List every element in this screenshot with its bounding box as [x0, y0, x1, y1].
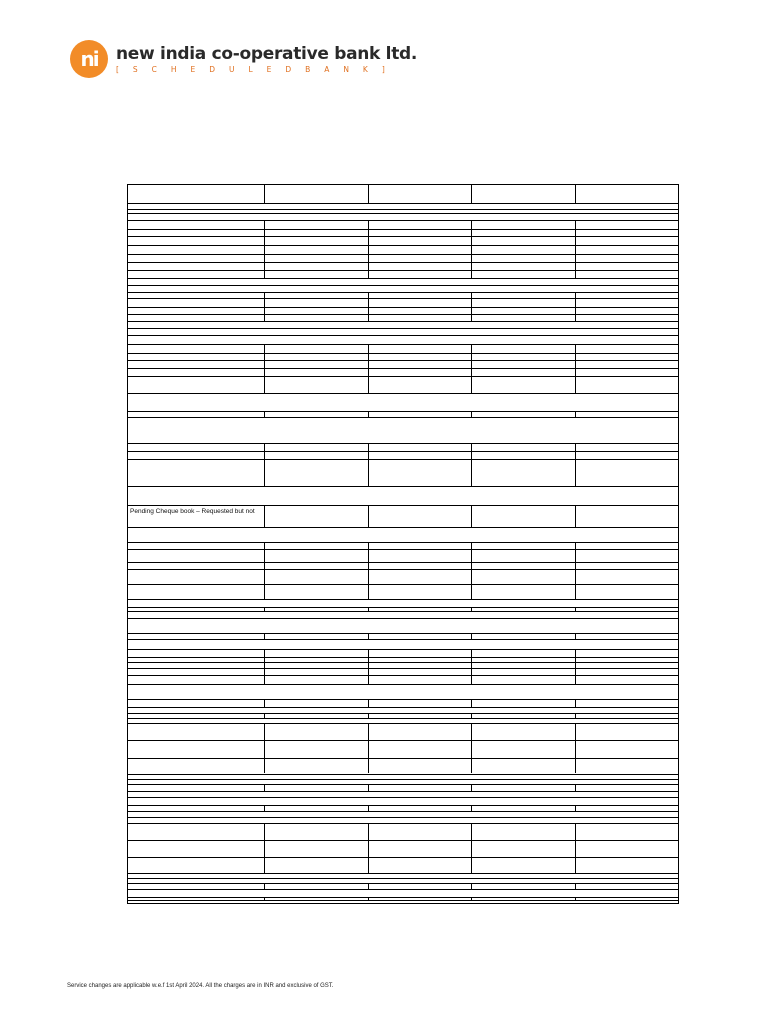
- logo-mark-icon: ni: [70, 40, 108, 78]
- table-column-line: [471, 542, 472, 599]
- service-charges-table: [127, 184, 679, 904]
- table-row-line: [128, 213, 678, 214]
- table-row-line: [128, 254, 678, 255]
- table-column-line: [575, 649, 576, 684]
- table-column-line: [575, 220, 576, 278]
- table-row-line: [128, 203, 678, 204]
- table-column-line: [575, 897, 576, 900]
- table-column-line: [575, 723, 576, 773]
- table-row-line: [128, 584, 678, 585]
- table-column-line: [471, 633, 472, 639]
- table-row-line: [128, 270, 678, 271]
- table-column-line: [471, 185, 472, 203]
- table-column-line: [264, 220, 265, 278]
- table-row-line: [128, 811, 678, 812]
- table-row-line: [128, 758, 678, 759]
- table-column-line: [368, 805, 369, 811]
- table-column-line: [368, 649, 369, 684]
- table-column-line: [264, 883, 265, 889]
- table-column-line: [264, 607, 265, 611]
- table-row-line: [128, 649, 678, 650]
- table-row-line: [128, 360, 678, 361]
- table-column-line: [264, 292, 265, 321]
- table-column-line: [575, 633, 576, 639]
- table-column-line: [264, 505, 265, 527]
- table-row-line: [128, 527, 678, 528]
- table-column-line: [471, 292, 472, 321]
- table-row-line: [128, 411, 678, 412]
- table-row-line: [128, 245, 678, 246]
- table-row-line: [128, 883, 678, 884]
- table-row-line: [128, 713, 678, 714]
- table-row-line: [128, 657, 678, 658]
- table-row-line: [128, 897, 678, 898]
- table-column-line: [575, 805, 576, 811]
- table-column-line: [575, 823, 576, 873]
- table-row-line: [128, 784, 678, 785]
- table-column-line: [575, 443, 576, 486]
- table-column-line: [264, 443, 265, 486]
- footer-note: Service changes are applicable w.e.f 1st April 2024. All the charges are in INR and exclusive of GST.: [67, 983, 334, 989]
- table-row-line: [128, 668, 678, 669]
- table-column-line: [575, 883, 576, 889]
- table-column-line: [368, 699, 369, 707]
- table-row-line: [128, 840, 678, 841]
- table-row-line: [128, 328, 678, 329]
- table-column-line: [368, 897, 369, 900]
- table-column-line: [264, 805, 265, 811]
- table-column-line: [575, 344, 576, 393]
- table-column-line: [368, 713, 369, 718]
- table-column-line: [368, 784, 369, 791]
- table-row-line: [128, 889, 678, 890]
- table-row-line: [128, 393, 678, 394]
- table-row-line: [128, 797, 678, 798]
- table-column-line: [264, 649, 265, 684]
- table-column-line: [368, 883, 369, 889]
- table-row-line: [128, 718, 678, 719]
- table-column-line: [264, 185, 265, 203]
- table-row-line: [128, 633, 678, 634]
- table-row-line: [128, 417, 678, 418]
- table-row-line: [128, 542, 678, 543]
- table-column-line: [368, 823, 369, 873]
- table-row-line: [128, 817, 678, 818]
- table-row-line: [128, 314, 678, 315]
- table-row-line: [128, 549, 678, 550]
- table-row-line: [128, 376, 678, 377]
- table-column-line: [368, 542, 369, 599]
- table-column-line: [368, 443, 369, 486]
- table-row-line: [128, 292, 678, 293]
- table-row-line: [128, 220, 678, 221]
- table-row-line: [128, 699, 678, 700]
- table-row-line: [128, 307, 678, 308]
- bank-logo: [70, 40, 417, 78]
- table-row-line: [128, 486, 678, 487]
- table-row-line: [128, 209, 678, 210]
- table-column-line: [368, 411, 369, 417]
- table-row-line: [128, 368, 678, 369]
- table-column-line: [368, 505, 369, 527]
- table-column-line: [575, 699, 576, 707]
- table-row-line: [128, 639, 678, 640]
- table-row-line: [128, 443, 678, 444]
- table-row-line: [128, 662, 678, 663]
- table-column-line: [264, 542, 265, 599]
- table-column-line: [471, 505, 472, 527]
- table-row-line: [128, 873, 678, 874]
- table-column-line: [264, 633, 265, 639]
- table-column-line: [264, 897, 265, 900]
- table-row-line: [128, 740, 678, 741]
- table-row-line: [128, 335, 678, 336]
- table-row-line: [128, 285, 678, 286]
- table-column-line: [575, 713, 576, 718]
- table-column-line: [368, 723, 369, 773]
- table-column-line: [575, 411, 576, 417]
- table-column-line: [575, 505, 576, 527]
- table-row-line: [128, 353, 678, 354]
- table-row-line: [128, 823, 678, 824]
- table-row-line: [128, 723, 678, 724]
- table-column-line: [368, 185, 369, 203]
- table-column-line: [368, 292, 369, 321]
- table-column-line: [471, 699, 472, 707]
- table-row-line: [128, 298, 678, 299]
- table-column-line: [264, 784, 265, 791]
- table-column-line: [471, 344, 472, 393]
- table-row-line: [128, 344, 678, 345]
- table-row-line: [128, 611, 678, 612]
- table-column-line: [264, 713, 265, 718]
- table-cell-text: Pending Cheque book – Requested but not: [130, 508, 255, 515]
- table-row-line: [128, 451, 678, 452]
- table-row-line: [128, 805, 678, 806]
- table-column-line: [575, 185, 576, 203]
- table-row-line: [128, 774, 678, 775]
- table-row-line: [128, 562, 678, 563]
- table-column-line: [471, 220, 472, 278]
- table-column-line: [575, 784, 576, 791]
- table-column-line: [471, 411, 472, 417]
- table-column-line: [575, 542, 576, 599]
- bank-name: new india co-operative bank ltd.: [116, 43, 418, 64]
- table-row-line: [128, 505, 678, 506]
- table-column-line: [471, 897, 472, 900]
- table-column-line: [471, 713, 472, 718]
- table-row-line: [128, 675, 678, 676]
- table-row-line: [128, 684, 678, 685]
- table-row-line: [128, 618, 678, 619]
- table-row-line: [128, 900, 678, 901]
- table-row-line: [128, 779, 678, 780]
- table-column-line: [368, 633, 369, 639]
- table-row-line: [128, 236, 678, 237]
- table-row-line: [128, 278, 678, 279]
- table-row-line: [128, 569, 678, 570]
- table-column-line: [264, 723, 265, 773]
- table-column-line: [471, 784, 472, 791]
- table-column-line: [471, 723, 472, 773]
- table-row-line: [128, 607, 678, 608]
- table-column-line: [471, 883, 472, 889]
- table-row-line: [128, 878, 678, 879]
- table-column-line: [471, 823, 472, 873]
- table-column-line: [471, 607, 472, 611]
- table-column-line: [368, 220, 369, 278]
- table-row-line: [128, 321, 678, 322]
- table-row-line: [128, 707, 678, 708]
- table-row-line: [128, 857, 678, 858]
- table-row-line: [128, 459, 678, 460]
- logo-text: [116, 44, 417, 75]
- table-column-line: [264, 699, 265, 707]
- table-row-line: [128, 791, 678, 792]
- table-column-line: [264, 823, 265, 873]
- table-column-line: [471, 443, 472, 486]
- table-column-line: [575, 607, 576, 611]
- table-column-line: [575, 292, 576, 321]
- table-column-line: [471, 805, 472, 811]
- table-column-line: [471, 649, 472, 684]
- table-column-line: [264, 411, 265, 417]
- table-column-line: [368, 344, 369, 393]
- table-row-line: [128, 229, 678, 230]
- table-column-line: [368, 607, 369, 611]
- table-row-line: [128, 599, 678, 600]
- table-row-line: [128, 262, 678, 263]
- bank-tag: [ S C H E D U L E D B A N K ]: [116, 64, 391, 74]
- table-column-line: [264, 344, 265, 393]
